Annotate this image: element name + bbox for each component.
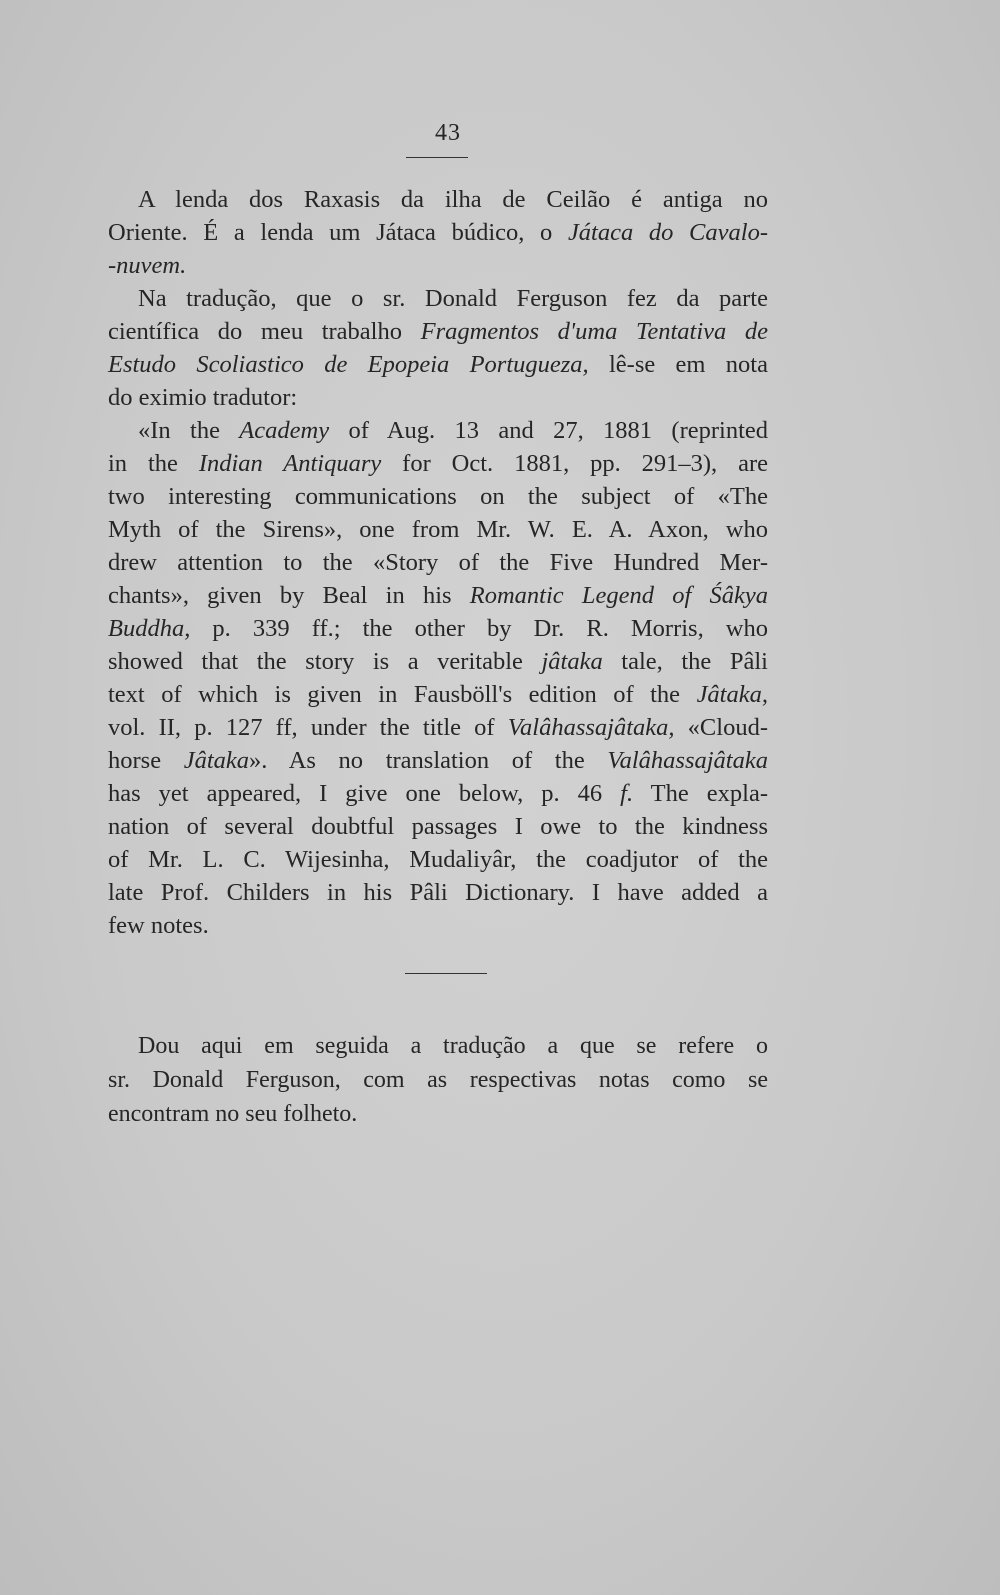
text-line (108, 1029, 768, 1063)
text-segment: nation of several doubtful passages I owe to the kindness (108, 813, 768, 840)
text-segment: has yet appeared, I give one below, p. 46 (108, 780, 621, 807)
text-line (108, 678, 768, 711)
text-segment: horse (108, 747, 184, 774)
text-line (108, 513, 768, 546)
text-segment: do eximio tradutor: (108, 384, 298, 411)
italic-segment: -nuvem. (108, 252, 187, 279)
text-segment: tale, the Pâli (602, 648, 768, 675)
text-segment: científica do meu trabalho (108, 318, 421, 345)
text-line (108, 447, 768, 480)
italic-segment: f. (620, 780, 634, 807)
text-line (108, 1097, 768, 1131)
text-segment: chants», given by Beal in his (108, 582, 470, 609)
italic-segment: Fragmentos d'uma Tentativa de (420, 318, 769, 345)
text-line (108, 876, 768, 909)
text-line (108, 744, 768, 777)
paragraph-block-translation-intro (108, 1029, 768, 1131)
text-segment: two interesting communications on the subject of «The (108, 483, 768, 510)
text-line (108, 810, 768, 843)
paragraph-block-ferguson-note (108, 183, 768, 942)
text-line (108, 777, 768, 810)
text-line (108, 843, 768, 876)
italic-segment: Buddha, (108, 615, 191, 642)
text-segment: late Prof. Childers in his Pâli Dictionary. I have added a (108, 879, 768, 906)
text-segment: of Mr. L. C. Wijesinha, Mudaliyâr, the coadjutor of the (108, 846, 768, 873)
text-line (108, 414, 768, 447)
text-segment: «Cloud- (674, 714, 768, 741)
italic-segment: Valâhassajâtaka (607, 747, 768, 774)
text-line (108, 216, 768, 249)
text-segment: sr. Donald Ferguson, com as respectivas notas como se (108, 1067, 768, 1093)
text-line (108, 645, 768, 678)
text-segment: few notes. (108, 912, 209, 939)
text-line (108, 348, 768, 381)
text-segment: showed that the story is a veritable (108, 648, 542, 675)
text-segment: in the (108, 450, 199, 477)
text-segment: Dou aqui em seguida a tradução a que se refere o (138, 1033, 768, 1059)
text-line (108, 480, 768, 513)
text-line (108, 711, 768, 744)
text-segment: The expla- (633, 780, 768, 807)
text-segment: A lenda dos Raxasis da ilha de Ceilão é antiga no (138, 186, 768, 213)
text-segment: encontram no seu folheto. (108, 1101, 358, 1127)
italic-segment: Valâhassajâtaka, (507, 714, 675, 741)
text-line (108, 381, 768, 414)
italic-segment: Romantic Legend of Śâkya (469, 582, 768, 609)
text-segment: vol. II, p. 127 ff, under the title of (108, 714, 508, 741)
text-line (108, 612, 768, 645)
page-number: 43 (435, 120, 461, 146)
text-line (108, 579, 768, 612)
text-segment: Oriente. É a lenda um Játaca búdico, o (108, 219, 568, 246)
text-line (108, 249, 768, 282)
italic-segment: Jâtaka, (696, 681, 768, 708)
text-segment: p. 339 ff.; the other by Dr. R. Morris, who (190, 615, 768, 642)
text-segment: drew attention to the «Story of the Five Hundred Mer- (108, 549, 768, 576)
italic-segment: jâtaka (541, 648, 603, 675)
section-divider (405, 973, 487, 974)
italic-segment: Játaca do Cavalo- (567, 219, 768, 246)
italic-segment: Academy (239, 417, 330, 444)
italic-segment: Jâtaka (183, 747, 250, 774)
top-rule (406, 157, 468, 158)
text-line (108, 315, 768, 348)
text-line (108, 546, 768, 579)
italic-segment: Indian Antiquary (198, 450, 382, 477)
text-segment: for Oct. 1881, pp. 291–3), are (381, 450, 769, 477)
text-segment: ». As no translation of the (249, 747, 608, 774)
text-segment: «In the (138, 417, 240, 444)
text-segment: of Aug. 13 and 27, 1881 (reprinted (329, 417, 768, 444)
text-line (108, 1063, 768, 1097)
text-segment: text of which is given in Fausböll's edition of the (108, 681, 697, 708)
italic-segment: Estudo Scoliastico de Epopeia Portugueza, (108, 351, 589, 378)
text-segment: Myth of the Sirens», one from Mr. W. E. A. Axon, who (108, 516, 768, 543)
text-line (108, 183, 768, 216)
text-line (108, 909, 768, 942)
text-segment: lê-se em nota (588, 351, 768, 378)
text-segment: Na tradução, que o sr. Donald Ferguson fez da parte (138, 285, 768, 312)
text-line (108, 282, 768, 315)
